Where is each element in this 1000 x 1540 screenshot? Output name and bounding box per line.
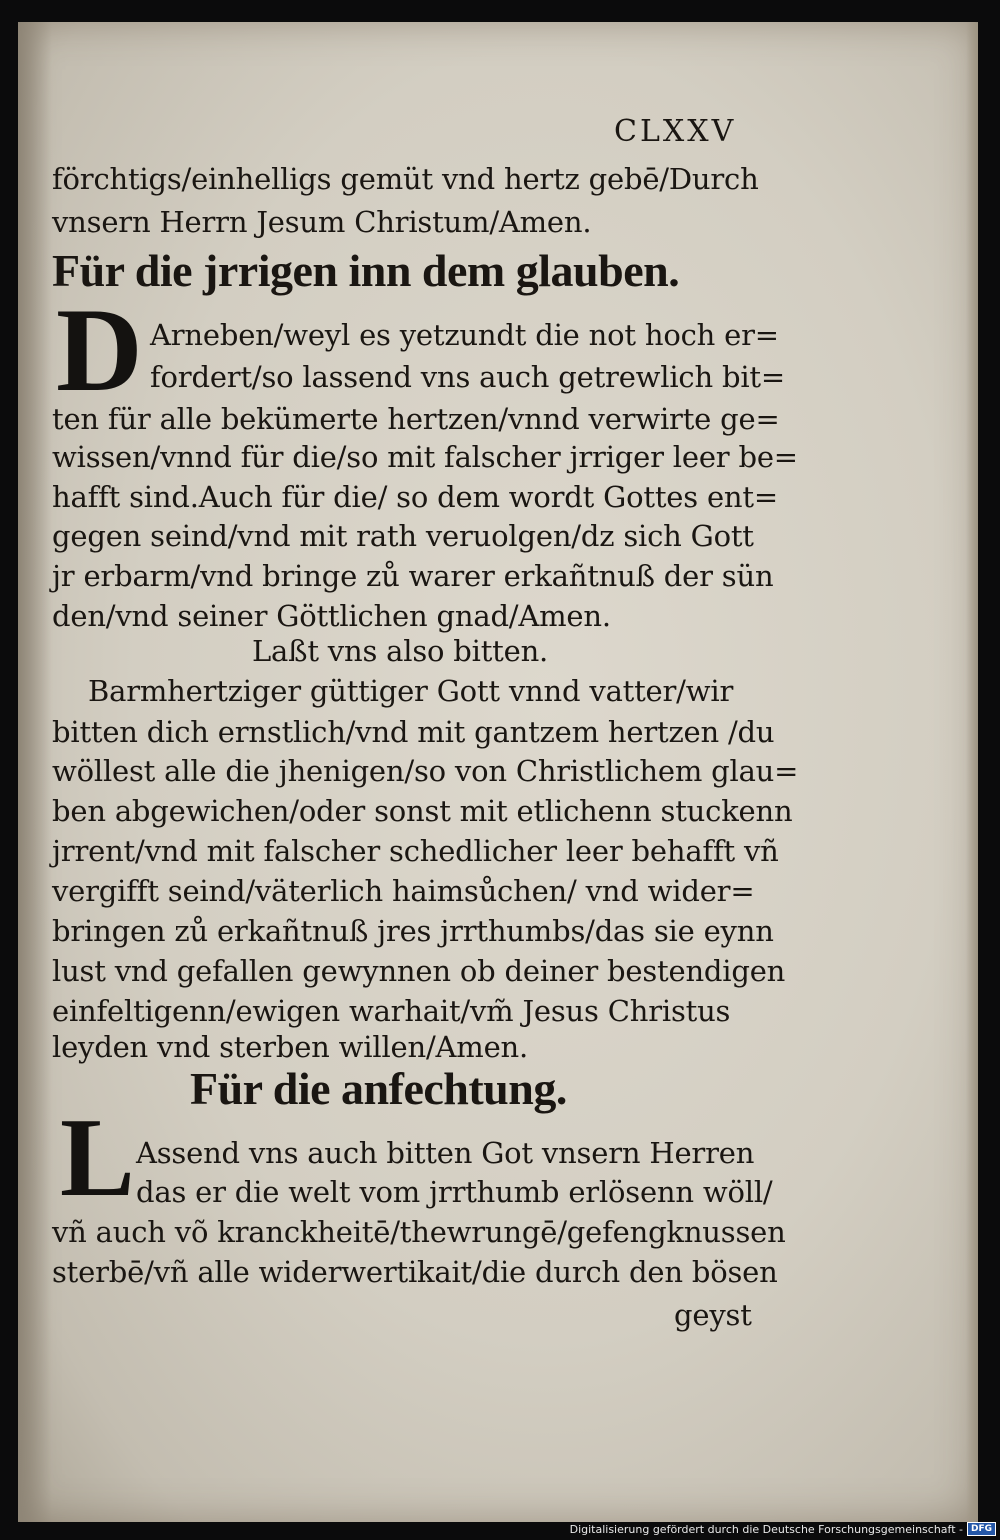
drop-cap-initial: L [60,1096,135,1220]
text-line: ten für alle bekümerte hertzen/vnnd verwirte ge= [52,402,780,436]
text-line: jr erbarm/vnd bringe zů warer erkañtnuß der sün [52,559,774,593]
text-line: jrrent/vnd mit falscher schedlicher leer behafft vñ [52,834,779,868]
text-line: wöllest alle die jhenigen/so von Christlichem glau= [52,754,799,788]
text-line: bitten dich ernstlich/vnd mit gantzem hertzen /du [52,715,775,749]
text-line: vergifft seind/väterlich haimsůchen/ vnd wider= [52,874,755,908]
text-line: leyden vnd sterben willen/Amen. [52,1030,529,1064]
text-line: Arneben/weyl es yetzundt die not hoch er= [150,318,779,352]
text-line: förchtigs/einhelligs gemüt vnd hertz gebē/Durch [52,162,759,196]
book-page [18,22,978,1522]
dfg-logo: DFG [967,1522,996,1536]
text-line: wissen/vnnd für die/so mit falscher jrriger leer be= [52,440,798,474]
text-line: Assend vns auch bitten Got vnsern Herren [136,1136,755,1170]
prayer-title: Laßt vns also bitten. [252,634,549,668]
text-line: vnsern Herrn Jesum Christum/Amen. [52,205,592,239]
text-line: sterbē/vñ alle widerwertikait/die durch den bösen [52,1255,778,1289]
text-line: bringen zů erkañtnuß jres jrrthumbs/das sie eynn [52,914,774,948]
text-line: ben abgewichen/oder sonst mit etlichenn stuckenn [52,794,793,828]
text-line: einfeltigenn/ewigen warhait/vm̃ Jesus Christus [52,994,731,1028]
text-line: vñ auch võ kranckheitē/thewrungē/gefengknussen [52,1215,786,1249]
page-edge-shadow [966,22,978,1522]
digitization-footer [570,1520,996,1538]
section-heading: Für die jrrigen inn dem glauben. [52,245,680,296]
folio-number: CLXXV [614,114,737,149]
text-line: den/vnd seiner Göttlichen gnad/Amen. [52,599,611,633]
text-line: lust vnd gefallen gewynnen ob deiner bestendigen [52,954,786,988]
drop-cap-initial: D [56,283,143,416]
text-line: gegen seind/vnd mit rath veruolgen/dz sich Gott [52,519,754,553]
text-line: das er die welt vom jrrthumb erlösenn wöll/ [136,1175,773,1209]
page-gutter-shadow [18,22,52,1522]
text-line: hafft sind.Auch für die/ so dem wordt Gottes ent= [52,480,778,514]
text-line: fordert/so lassend vns auch getrewlich bit= [150,360,785,394]
section-heading: Für die anfechtung. [190,1063,567,1114]
footer-credit: Digitalisierung gefördert durch die Deutsche Forschungsgemeinschaft - [569,1522,963,1536]
catchword: geyst [674,1298,752,1332]
text-line: Barmhertziger güttiger Gott vnnd vatter/wir [88,674,734,708]
